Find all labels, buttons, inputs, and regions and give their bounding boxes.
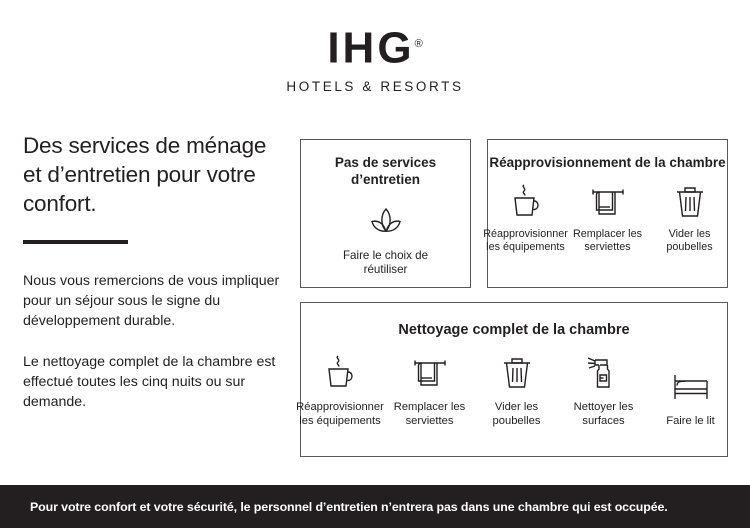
item-make-bed (654, 365, 727, 429)
item-full-replace-towels (393, 351, 466, 428)
intro-paragraph-1: Nous vous remercions de vous impliquer pour un séjour sous le signe du développement durable. (23, 273, 280, 329)
intro-column (23, 131, 281, 412)
card-no-service (300, 139, 471, 288)
title-divider (23, 240, 128, 244)
item-clean-surfaces-label: Nettoyer les surfaces (573, 401, 634, 427)
card-restock (483, 139, 728, 288)
brand-logo-block (0, 22, 750, 94)
card-full-clean-items (296, 351, 727, 428)
intro-paragraph-2: Le nettoyage complet de la chambre est effectué toutes les cinq nuits ou sur demande. (23, 354, 276, 410)
trademark-icon: ® (414, 38, 423, 50)
ihg-logo (327, 22, 422, 71)
mug-icon (322, 351, 358, 393)
item-full-empty-bins (480, 351, 553, 428)
leaf-icon (366, 198, 406, 240)
spray-bottle-icon (585, 351, 623, 393)
ihg-logo-text: IHG (327, 23, 415, 73)
item-replace-towels (571, 180, 645, 254)
card-full-clean (296, 302, 728, 457)
card-no-service-items (301, 198, 470, 277)
item-full-replace-towels-label: Remplacer les serviettes (393, 401, 466, 427)
item-reuse-choice (338, 198, 434, 277)
item-full-empty-bins-label: Vider les poubelles (492, 401, 541, 427)
item-restock-amenities-label: Réapprovisionner les équipements (483, 228, 568, 253)
footer-notice-text: Pour votre confort et votre sécurité, le personnel d’entretien n’entrera pas dans une chambre qui est occupée. (30, 499, 668, 514)
towel-icon (410, 351, 450, 393)
card-restock-items (483, 180, 727, 254)
item-clean-surfaces (567, 351, 640, 428)
trash-icon (673, 180, 707, 222)
card-full-clean-title: Nettoyage complet de la chambre (398, 322, 630, 338)
trash-icon (500, 351, 534, 393)
bed-icon (669, 365, 713, 407)
item-empty-bins-label: Vider les poubelles (666, 228, 713, 253)
item-make-bed-label: Faire le lit (666, 414, 715, 427)
mug-icon (508, 180, 544, 222)
footer-notice-bar (0, 485, 750, 528)
item-reuse-choice-label: Faire le choix de réutiliser (342, 249, 429, 276)
card-restock-title: Réapprovisionnement de la chambre (489, 155, 726, 170)
brand-tagline: HOTELS & RESORTS (286, 78, 464, 94)
towel-icon (588, 180, 628, 222)
item-full-restock-amenities (296, 351, 384, 428)
page-title: Des services de ménage et d’entretien pour votre confort. (23, 133, 267, 216)
item-full-restock-amenities-label: Réapprovisionner les équipements (296, 401, 384, 427)
card-no-service-title: Pas de services d’entretien (334, 155, 437, 187)
item-replace-towels-label: Remplacer les serviettes (572, 228, 642, 253)
item-restock-amenities (483, 180, 568, 254)
item-empty-bins (653, 180, 727, 254)
